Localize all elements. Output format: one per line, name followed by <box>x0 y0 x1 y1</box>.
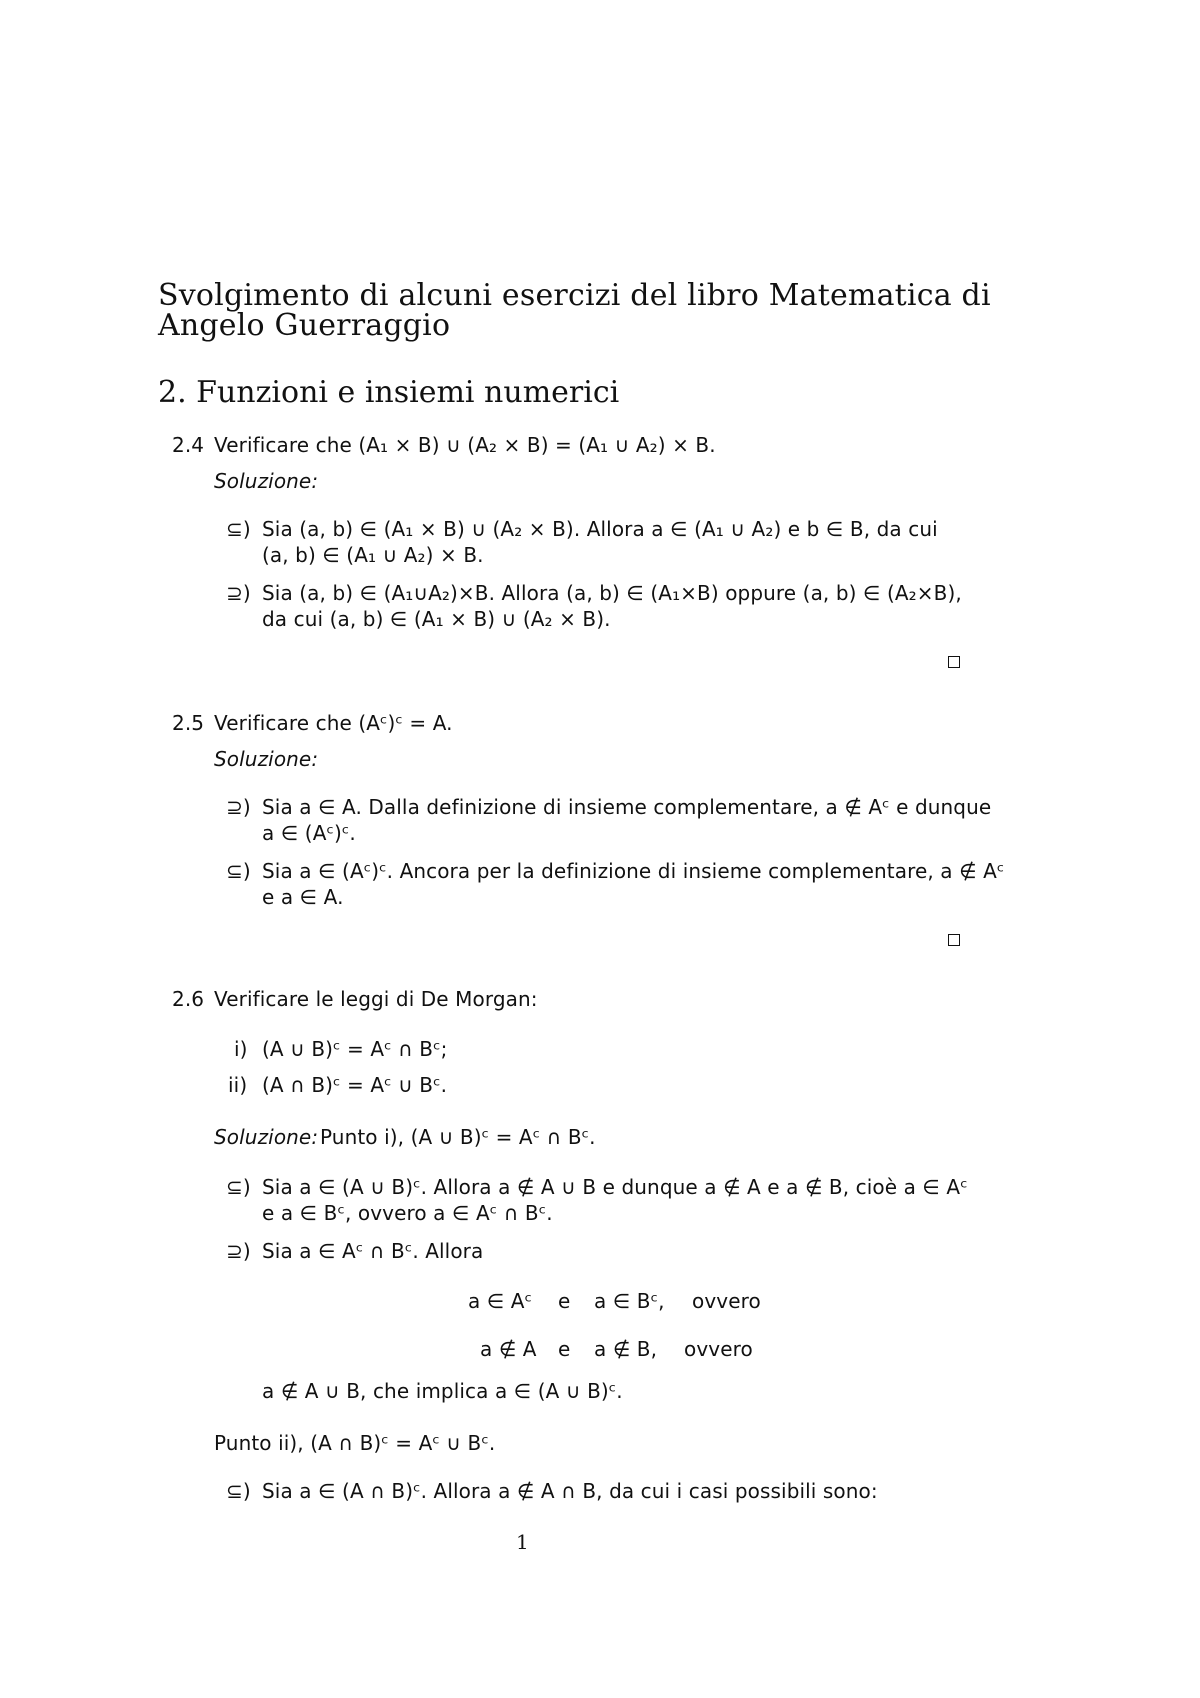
exercise-2-4-subset-line2: (a, b) ∈ (A₁ ∪ A₂) × B. <box>262 543 484 567</box>
exercise-2-6-solution-text: Punto i), (A ∪ B)ᶜ = Aᶜ ∩ Bᶜ. <box>320 1125 596 1149</box>
display-eq2-right: a ∉ B, <box>594 1337 658 1361</box>
exercise-2-6-item-i: (A ∪ B)ᶜ = Aᶜ ∩ Bᶜ; <box>262 1037 448 1061</box>
exercise-2-6-item-i-label: i) <box>234 1037 248 1061</box>
display-eq1-right: a ∈ Bᶜ, <box>594 1289 665 1313</box>
exercise-2-5-subset-line2: e a ∈ A. <box>262 885 344 909</box>
page-number: 1 <box>516 1530 529 1554</box>
exercise-2-5-statement: Verificare che (Aᶜ)ᶜ = A. <box>214 711 453 735</box>
exercise-2-6-subset-line1: Sia a ∈ (A ∪ B)ᶜ. Allora a ∉ A ∪ B e dunque a ∉ A e a ∉ B, cioè a ∈ Aᶜ <box>262 1175 968 1199</box>
document-title-line1: Svolgimento di alcuni esercizi del libro Matematica di <box>158 278 991 313</box>
exercise-2-6-superset-line1: Sia a ∈ Aᶜ ∩ Bᶜ. Allora <box>262 1239 484 1263</box>
exercise-2-4-subset-symbol: ⊆) <box>226 517 251 541</box>
exercise-2-6-subset-line2: e a ∈ Bᶜ, ovvero a ∈ Aᶜ ∩ Bᶜ. <box>262 1201 553 1225</box>
display-eq1-mid: e <box>558 1289 571 1313</box>
exercise-2-4-number: 2.4 <box>172 433 205 457</box>
qed-square-icon <box>948 934 960 946</box>
exercise-2-6-solution-label: Soluzione: <box>214 1125 319 1149</box>
section-heading: 2. Funzioni e insiemi numerici <box>158 375 620 410</box>
qed-square-icon <box>948 656 960 668</box>
exercise-2-4-statement: Verificare che (A₁ × B) ∪ (A₂ × B) = (A₁ ∪ A₂) × B. <box>214 433 716 457</box>
exercise-2-4-superset-line2: da cui (a, b) ∈ (A₁ × B) ∪ (A₂ × B). <box>262 607 611 631</box>
exercise-2-6-superset-symbol: ⊇) <box>226 1239 251 1263</box>
display-eq1-left: a ∈ Aᶜ <box>468 1289 533 1313</box>
exercise-2-5-subset-symbol: ⊆) <box>226 859 251 883</box>
exercise-2-6-subset-symbol: ⊆) <box>226 1175 251 1199</box>
exercise-2-4-superset-symbol: ⊇) <box>226 581 251 605</box>
exercise-2-4-subset-line1: Sia (a, b) ∈ (A₁ × B) ∪ (A₂ × B). Allora a ∈ (A₁ ∪ A₂) e b ∈ B, da cui <box>262 517 938 541</box>
exercise-2-5-solution-label: Soluzione: <box>214 747 319 771</box>
exercise-2-4-superset-line1: Sia (a, b) ∈ (A₁∪A₂)×B. Allora (a, b) ∈ (A₁×B) oppure (a, b) ∈ (A₂×B), <box>262 581 962 605</box>
exercise-2-5-subset-line1: Sia a ∈ (Aᶜ)ᶜ. Ancora per la definizione di insieme complementare, a ∉ Aᶜ <box>262 859 1005 883</box>
exercise-2-6-statement: Verificare le leggi di De Morgan: <box>214 987 538 1011</box>
display-eq2-word: ovvero <box>684 1337 753 1361</box>
exercise-2-5-superset-symbol: ⊇) <box>226 795 251 819</box>
exercise-2-6-superset-conclusion: a ∉ A ∪ B, che implica a ∈ (A ∪ B)ᶜ. <box>262 1379 623 1403</box>
exercise-2-6-item-ii-label: ii) <box>228 1073 248 1097</box>
exercise-2-6-subset2-line1: Sia a ∈ (A ∩ B)ᶜ. Allora a ∉ A ∩ B, da cui i casi possibili sono: <box>262 1479 878 1503</box>
exercise-2-5-superset-line1: Sia a ∈ A. Dalla definizione di insieme complementare, a ∉ Aᶜ e dunque <box>262 795 992 819</box>
display-eq2-mid: e <box>558 1337 571 1361</box>
exercise-2-6-item-ii: (A ∩ B)ᶜ = Aᶜ ∪ Bᶜ. <box>262 1073 448 1097</box>
display-eq2-left: a ∉ A <box>480 1337 537 1361</box>
exercise-2-6-subset2-symbol: ⊆) <box>226 1479 251 1503</box>
display-eq1-word: ovvero <box>692 1289 761 1313</box>
exercise-2-5-number: 2.5 <box>172 711 205 735</box>
exercise-2-6-point-ii: Punto ii), (A ∩ B)ᶜ = Aᶜ ∪ Bᶜ. <box>214 1431 496 1455</box>
document-title-line2: Angelo Guerraggio <box>158 308 451 343</box>
exercise-2-5-superset-line2: a ∈ (Aᶜ)ᶜ. <box>262 821 356 845</box>
exercise-2-6-number: 2.6 <box>172 987 205 1011</box>
exercise-2-4-solution-label: Soluzione: <box>214 469 319 493</box>
